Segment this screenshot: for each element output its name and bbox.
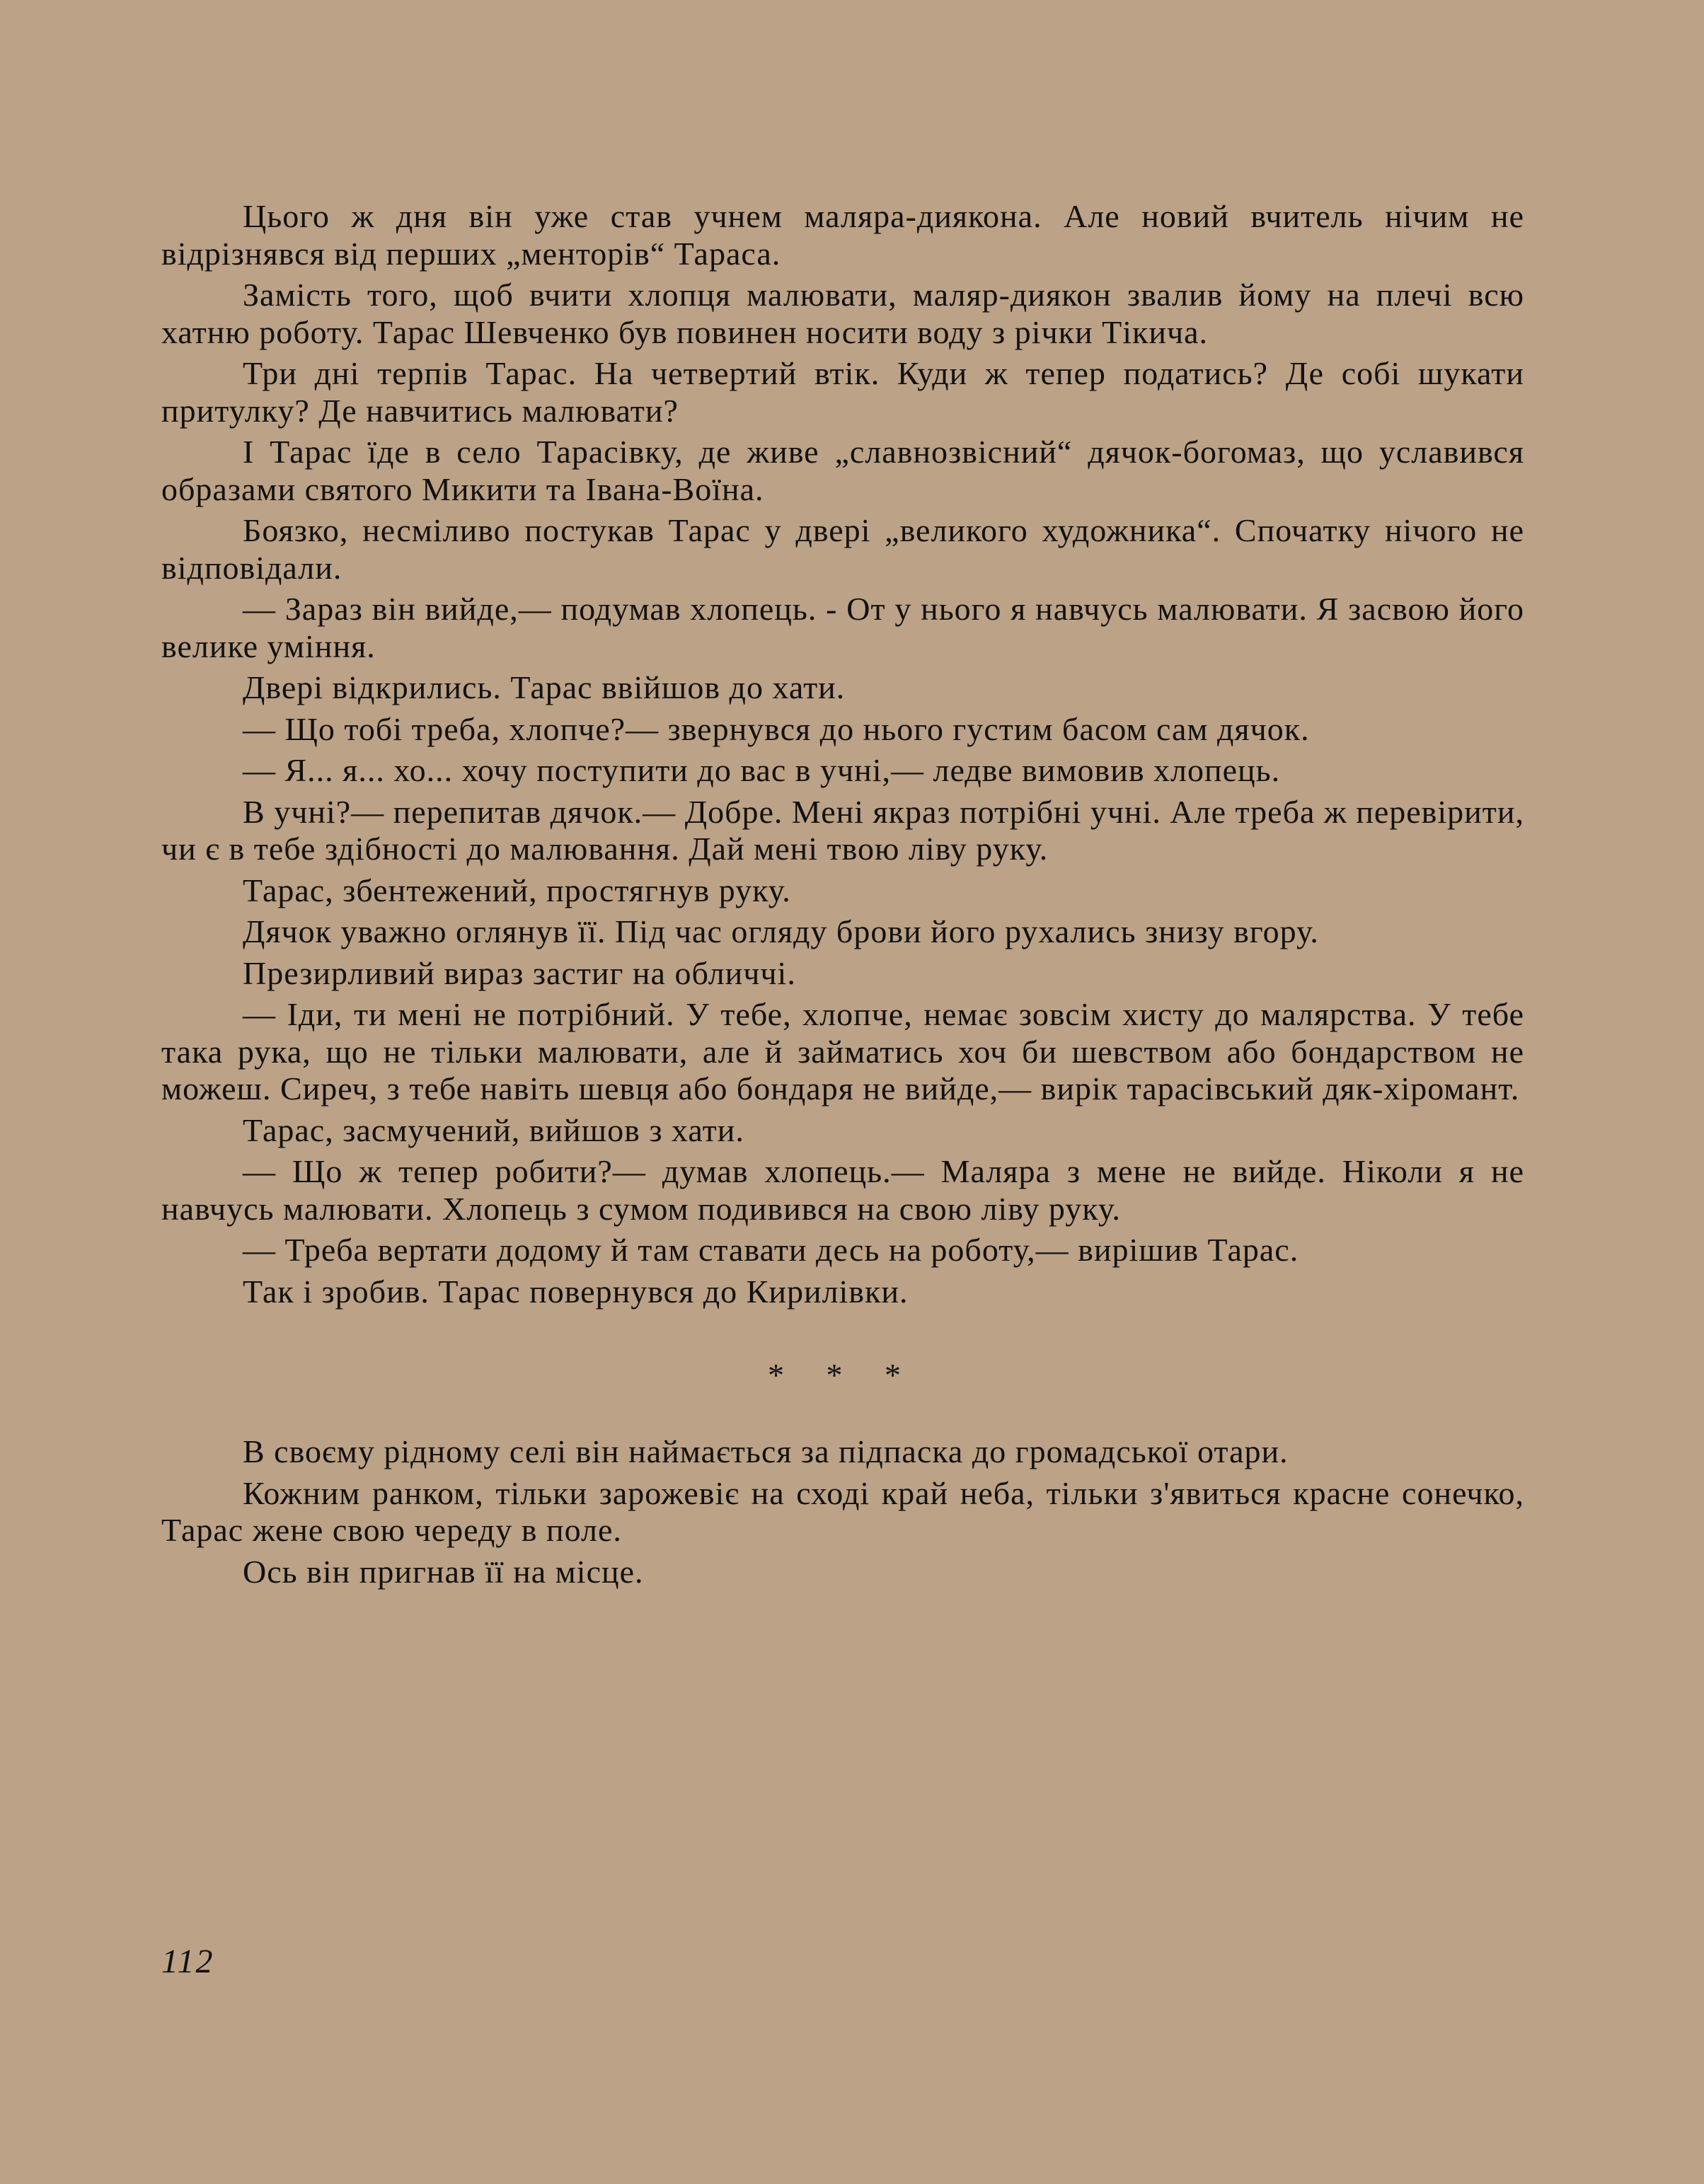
paragraph: Три дні терпів Тарас. На четвертий втік. Куди ж тепер податись? Де собі шукати притулку? Де навчитись малювати? [161,355,1524,429]
paragraph: — Іди, ти мені не потрібний. У тебе, хлопче, немає зовсім хисту до малярства. У тебе така рука, що не тільки малювати, але й займатись хоч би шевством або бондарством не можеш. Сиреч, з тебе навіть шевця або бондаря не вийде,— вирік тарасівський дяк-хіромант. [161,996,1524,1107]
paragraph: Тарас, засмучений, вийшов з хати. [243,1111,744,1148]
paragraph: В своєму рідному селі він наймається за підпаска до громадської отари. [243,1433,1289,1469]
paragraph: І Тарас їде в село Тарасівку, де живе „славнозвісний“ дячок-богомаз, що уславився образами святого Микити та Івана-Воїна. [161,434,1524,507]
page-body [161,198,1524,1595]
section-break-asterisks: * * * [768,1357,918,1393]
paragraph: — Що ж тепер робити?— думав хлопець.— Маляра з мене не вийде. Ніколи я не навчусь малювати. Хлопець з сумом подивився на свою ліву руку. [161,1153,1524,1227]
paragraph: — Треба вертати додому й там ставати десь на роботу,— вирішив Тарас. [243,1232,1299,1268]
paragraph: Замість того, щоб вчити хлопця малювати, маляр-диякон звалив йому на плечі всю хатню роботу. Тарас Шевченко був повинен носити воду з річки Тікича. [161,277,1524,350]
paragraph: В учні?— перепитав дячок.— Добре. Мені якраз потрібні учні. Але треба ж перевірити, чи є в тебе здібності до малювання. Дай мені твою ліву руку. [161,793,1524,867]
paragraph: Тарас, збентежений, простягнув руку. [243,872,791,908]
paragraph: Цього ж дня він уже став учнем маляра-диякона. Але новий вчитель нічим не відрізнявся від перших „менторів“ Тараса. [161,198,1524,272]
paragraph: Двері відкрились. Тарас ввійшов до хати. [243,669,846,705]
paragraph: Так і зробив. Тарас повернувся до Кирилівки. [243,1273,909,1310]
paragraph: — Зараз він вийде,— подумав хлопець. - От у нього я навчусь малювати. Я засвою його велике уміння. [161,591,1524,664]
paragraph: Презирливий вираз застиг на обличчі. [243,954,796,991]
paragraph: Кожним ранком, тільки зарожевіє на сході край неба, тільки з'явиться красне сонечко, Тарас жене свою череду в поле. [161,1474,1524,1548]
paragraph: — Я... я... хо... хочу поступити до вас в учні,— ледве вимовив хлопець. [243,752,1281,788]
page-number: 112 [161,1943,214,1980]
paragraph: Ось він пригнав її на місце. [243,1553,644,1590]
text-block-top [161,198,1524,1310]
paragraph: — Що тобі треба, хлопче?— звернувся до нього густим басом сам дячок. [243,710,1310,747]
text-block-bottom [161,1433,1524,1590]
paragraph: Боязко, несміливо постукав Тарас у двері „великого художника“. Спочатку нічого не відповідали. [161,512,1524,586]
paragraph: Дячок уважно оглянув її. Під час огляду брови його рухались знизу вгору. [243,913,1319,949]
